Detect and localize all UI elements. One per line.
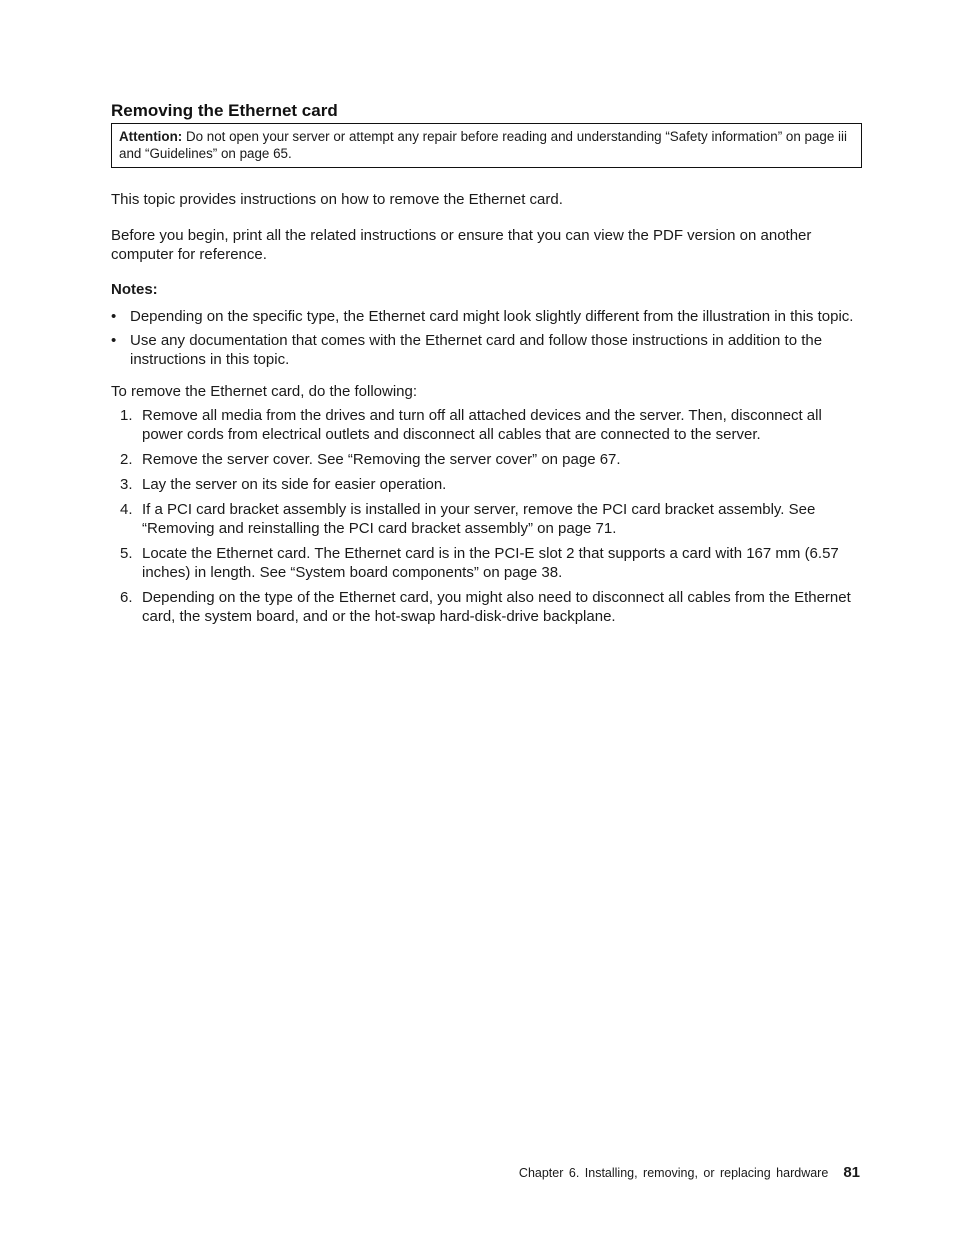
step-item <box>111 500 862 538</box>
document-page <box>111 100 862 632</box>
intro-paragraph: This topic provides instructions on how to remove the Ethernet card. <box>111 191 563 208</box>
step-text: Remove all media from the drives and turn off all attached devices and the server. Then, disconnect all power cords from electrical outlets and disconnect all cables that are connected to the server. <box>142 407 822 443</box>
step-text: Lay the server on its side for easier operation. <box>142 476 447 493</box>
step-number: 6. <box>120 589 133 606</box>
step-text: Locate the Ethernet card. The Ethernet card is in the PCI-E slot 2 that supports a card with 167 mm (6.57 inches) in length. See “System board components” on page 38. <box>142 545 839 581</box>
procedure-lead: To remove the Ethernet card, do the following: <box>111 383 418 400</box>
section-title: Removing the Ethernet card <box>111 101 338 120</box>
attention-box <box>111 123 862 168</box>
step-number: 5. <box>120 545 133 562</box>
before-you-begin-paragraph: Before you begin, print all the related instructions or ensure that you can view the PDF version on another computer for reference. <box>111 227 812 263</box>
note-text: Depending on the specific type, the Ethernet card might look slightly different from the illustration in this topic. <box>130 308 854 325</box>
step-number: 3. <box>120 476 133 493</box>
step-number: 1. <box>120 407 133 424</box>
page-footer <box>519 1163 860 1183</box>
attention-text: Do not open your server or attempt any repair before reading and understanding “Safety information” on page iii and “Guidelines” on page 65. <box>119 129 847 161</box>
bullet-icon: • <box>111 332 117 349</box>
step-item <box>111 544 862 582</box>
list-item <box>111 331 862 369</box>
procedure-steps <box>111 406 862 626</box>
notes-label: Notes: <box>111 281 158 298</box>
step-text: Remove the server cover. See “Removing the server cover” on page 67. <box>142 451 621 468</box>
step-item <box>111 588 862 626</box>
step-number: 4. <box>120 501 133 518</box>
attention-label: Attention: <box>119 129 183 144</box>
step-item <box>111 450 862 469</box>
page-number: 81 <box>843 1164 860 1181</box>
step-item <box>111 475 862 494</box>
step-number: 2. <box>120 451 133 468</box>
footer-chapter: Chapter 6. Installing, removing, or replacing hardware <box>518 1166 829 1180</box>
step-item <box>111 406 862 444</box>
bullet-icon: • <box>111 308 117 325</box>
notes-list <box>111 307 862 369</box>
list-item <box>111 307 862 326</box>
step-text: If a PCI card bracket assembly is installed in your server, remove the PCI card bracket assembly. See “Removing and reinstalling the PCI card bracket assembly” on page 71. <box>142 501 816 537</box>
note-text: Use any documentation that comes with the Ethernet card and follow those instructions in addition to the instructions in this topic. <box>130 332 823 368</box>
step-text: Depending on the type of the Ethernet card, you might also need to disconnect all cables from the Ethernet card, the system board, and or the hot-swap hard-disk-drive backplane. <box>142 589 851 625</box>
